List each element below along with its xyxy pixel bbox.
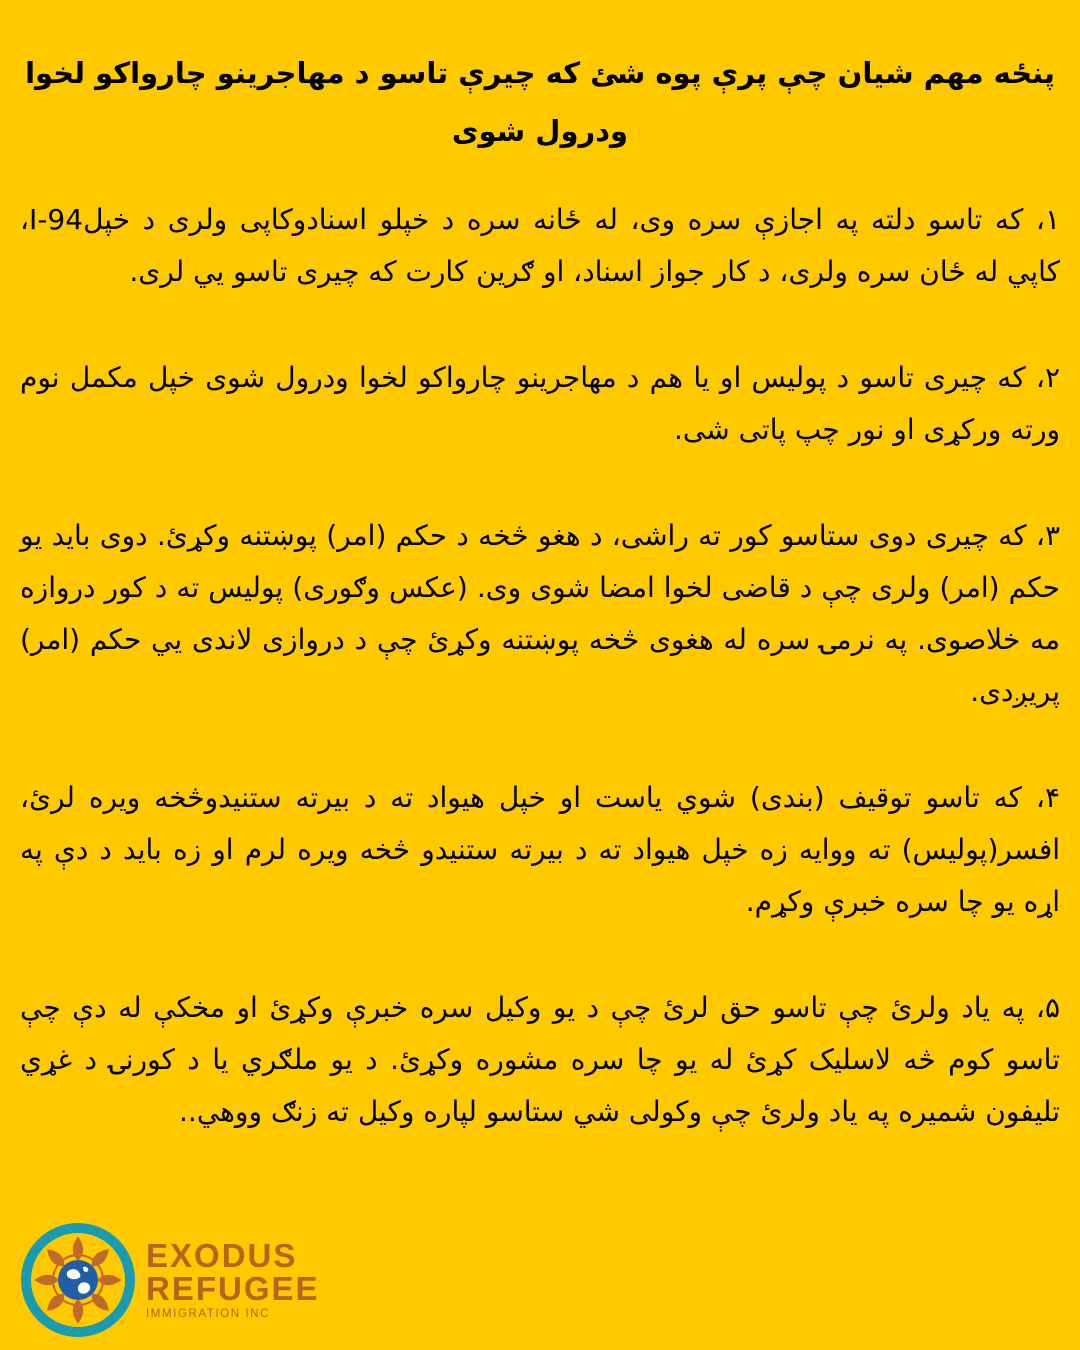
- document-title: پنځه مهم شیان چې پرې پوه شئ که چیرې تاسو د مهاجرینو چارواکو لخوا ودرول شوی: [25, 56, 1055, 148]
- globe-mandala-icon: [20, 1222, 136, 1338]
- document-body: [20, 44, 1060, 1192]
- paragraph-4: ۴، که تاسو توقیف (بندی) شوي یاست او خپل هیواد ته د بیرته ستنیدوڅخه ویره لرئ، افسر(پولیس) ته ووایه زه خپل هیواد ته د بیرته ستنیدو څخه ویره لرم او زه باید د دې په اړه یو چا سره خبرې وکړم.: [20, 781, 1060, 918]
- exodus-logo: [20, 1222, 320, 1338]
- logo-wordmark: [146, 1239, 320, 1321]
- logo-line-immigration: IMMIGRATION INC: [146, 1308, 271, 1321]
- paragraph-2: ٢، که چیری تاسو د پولیس او یا هم د مهاجرینو چارواکو لخوا ودرول شوی خپل مکمل نوم ورته ورکړی او نور چپ پاتی شی.: [20, 361, 1060, 446]
- logo-line-exodus: EXODUS: [146, 1237, 298, 1275]
- paragraph-1: ١، که تاسو دلته په اجازې سره وی، له ځانه سره د خپلو اسنادوکاپی ولری د خپل94-I، کاپي له ځان سره ولری، د کار جواز اسناد، او ګرین کارت که چیری تاسو يي لری.: [20, 203, 1060, 288]
- paragraph-5: ۵، په یاد ولرئ چې تاسو حق لرئ چې د یو وکیل سره خبرې وکړئ او مخکې له دې چې تاسو کوم څه لاسلیک کړئ له یو چا سره مشوره وکړئ. د یو ملګري یا د کورنۍ د غړي تلیفون شمیره په یاد ولرئ چې وکولی شي ستاسو لپاره وکیل ته زنګ ووهي..: [20, 991, 1060, 1128]
- paragraph-3: ٣، که چیری دوی ستاسو کور ته راشی، د هغو څخه د حکم (امر) پوښتنه وکړئ. دوی باید یو حکم (امر) ولری چې د قاضی لخوا امضا شوی وی. (عکس وګوری) پولیس ته د کور دروازه مه خلاصوی. په نرمۍ سره له هغوی څخه پوښتنه وکړئ چې د دروازی لاندی يي حکم (امر) پریږدی.: [20, 519, 1060, 708]
- logo-line-refugee: REFUGEE: [146, 1270, 320, 1308]
